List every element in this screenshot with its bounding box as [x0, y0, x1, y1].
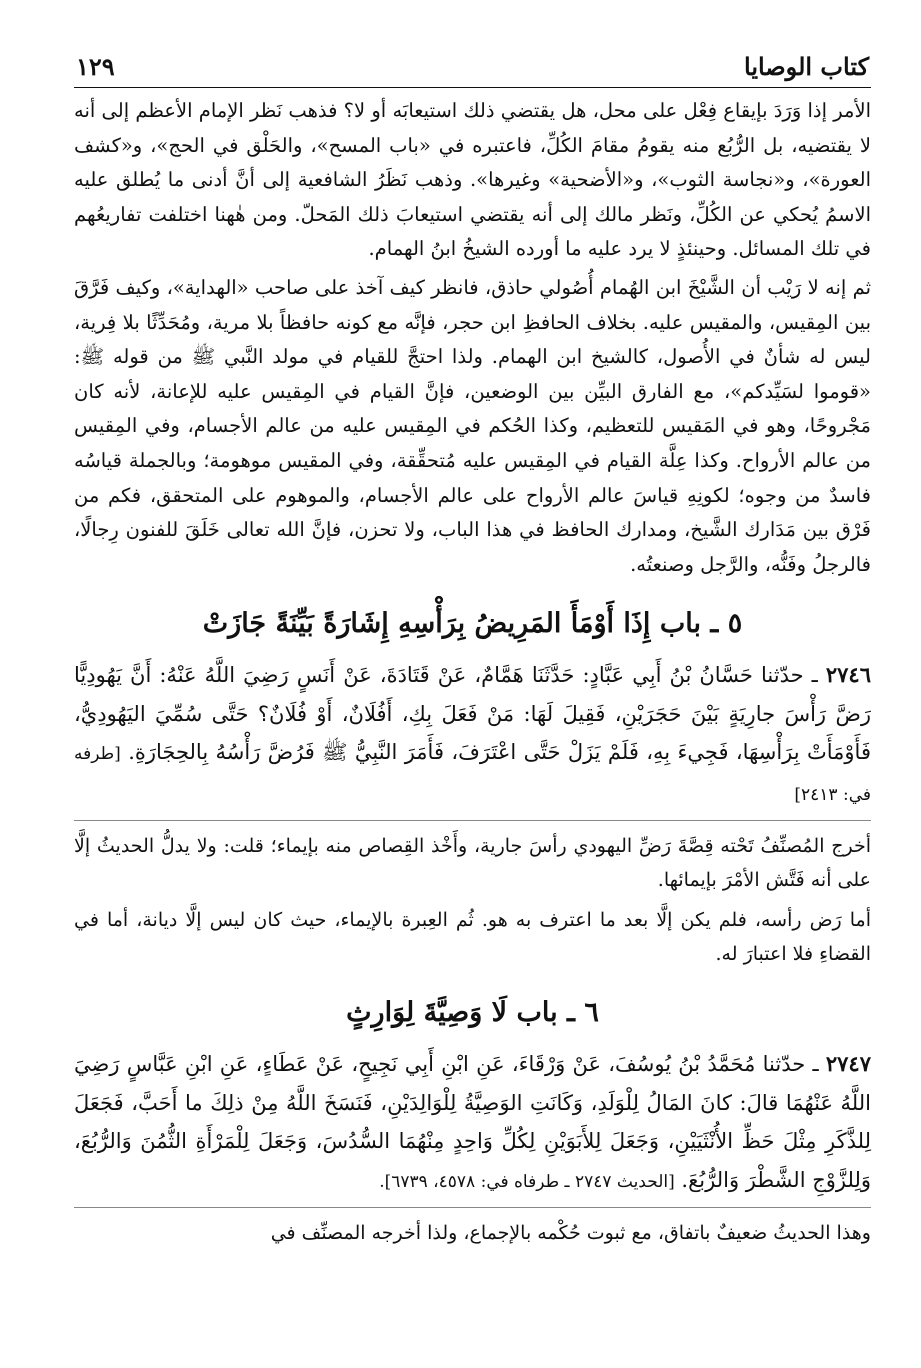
chapter-6-commentary [74, 1207, 871, 1250]
hadith-reference: [طرفه في: ٢٤١٣] [74, 744, 871, 805]
chapter-6-heading: ٦ ـ باب لَا وَصِيَّةَ لِوَارِثٍ [346, 997, 599, 1029]
hadith-2747 [74, 1045, 871, 1201]
running-title: كتاب الوصايا [744, 52, 869, 81]
hadith-number: ٢٧٤٦ [825, 662, 871, 688]
page-header [74, 52, 871, 88]
hadith-text: ـ حدّثنا مُحَمَّدُ بْنُ يُوسُفَ، عَنْ وَرْقَاءَ، عَنِ ابْنِ أَبِي نَجِيحٍ، عَنْ عَطَاءٍ، عَنِ ابْنِ عَبَّاسٍ رَضِيَ اللَّهُ عَنْهُمَا قالَ: كانَ المَالُ لِلْوَلَدِ، وَكَانَتِ الوَصِيَّةُ لِلْوَالِدَيْنِ، فَنَسَخَ اللَّهُ مِنْ ذلِكَ ما أَحَبَّ، فَجَعَلَ لِلذَّكَرِ مِثْلَ حَظِّ الأُنْثَيَيْنِ، وَجَعَلَ لِلأَبَوَيْنِ لِكُلِّ وَاحِدٍ مِنْهُمَا السُّدُسَ، وَجَعَلَ لِلْمَرْأَةِ الثُّمُنَ وَالرُّبُعَ، وَلِلزَّوْجِ الشَّطْرَ وَالرُّبُعَ. [74, 1052, 871, 1192]
intro-paragraph-2: ثم إنه لا رَيْب أن الشَّيْخَ ابن الهُمام أُصُولي حاذق، فانظر كيف آخذ على صاحب «الهداية»، وكيف فَرَّقَ بين المِقيس، والمقيس عليه. بخلاف الحافظِ ابن حجر، فإنَّه مع كونه حافظاً بلا مرية، ومُحَدِّثًا بلا فِرية، ليس له شأنٌ في الأُصول، كالشيخ ابن الهمام. ولذا احتجَّ للقيام في مولد النَّبي ﷺ من قوله ﷺ: «قوموا لسَيِّدكم»، مع الفارق البيِّن بين الوضعين، فإنَّ القيام في المِقيس عليه للإعانة، لأنه كان مَجْروحًا، وهو في المَقيس للتعظيم، وكذا الحُكم في المِقيس عليه من عالم الأجسام، وفي المِقيس من عالم الأرواح. وكذا عِلَّة القيام في المِقيس عليه مُتحقِّقة، وفي المقيس موهومة؛ وبالجملة قياسُه فاسدٌ من وجوه؛ لكونِهِ قياسَ عالم الأرواح على عالم الأجسام، والموهوم على المتحقق، فكم من فَرْق بين مَدَارك الشَّيخ، ومدارك الحافظ في هذا الباب، ولا تحزن، فإنَّ الله تعالى خَلَقَ للفنون رِجالًا، فالرجلُ وفَنُّه، والرَّجل وصنعتُه. [74, 275, 871, 576]
hadith-2746 [74, 656, 871, 814]
book-page [74, 52, 871, 1250]
intro-section [74, 94, 871, 582]
commentary-paragraph-1: وهذا الحديثُ ضعيفٌ باتفاق، مع ثبوت حُكْمه بالإجماع، ولذا أخرجه المصنِّف في [270, 1222, 871, 1245]
hadith-text: ـ حدّثنا حَسَّانُ بْنُ أَبِي عَبَّادٍ: حَدَّثَنَا هَمَّامٌ، عَنْ قَتَادَةَ، عَنْ أَنَسٍ رَضِيَ اللَّهُ عَنْهُ: أَنَّ يَهُودِيًّا رَضَّ رَأْسَ جارِيَةٍ بَيْنَ حَجَرَيْنِ، فَقِيلَ لَهَا: مَنْ فَعَلَ بِكِ، أَفُلَانٌ، أَوْ فُلَانٌ؟ حَتَّى سُمِّيَ اليَهُودِيُّ، فَأَوْمَأَتْ بِرَأْسِهَا، فَجِيءَ بِهِ، فَلَمْ يَزَلْ حَتَّى اعْتَرَفَ، فَأَمَرَ النَّبِيُّ ﷺ فَرُضَّ رَأْسُهُ بِالحِجَارَةِ. [74, 663, 871, 765]
hadith-number: ٢٧٤٧ [825, 1051, 871, 1077]
chapter-5-heading: ٥ ـ باب إِذَا أَوْمَأَ المَرِيضُ بِرَأْسِهِ إِشَارَةً بَيِّنَةً جَازَتْ [202, 608, 743, 640]
page-number: ١٢٩ [76, 52, 115, 81]
intro-paragraph-1: الأمر إذا وَرَدَ بإيقاع فِعْل على محل، هل يقتضي ذلك استيعابَه أو لا؟ فذهب نَظر الإمام الأعظم إلى أنه لا يقتضيه، بل الرُّبُع منه يقومُ مقامَ الكُلِّ، فاعتبره في «باب المسح»، والحَلْق في الحج»، و«كشف العورة»، و«نجاسة الثوب»، و«الأضحية» وغيرها». وذهب نَظَرُ الشافعية إلى أنَّ أدنى ما يُطلق عليه الاسمُ يُحكي عن الكُلِّ، ونَظر مالك إلى أنه يقتضي استيعابَ ذلك المَحلّ. ومن هٰهنا اختلفت تفاريعُهم في تلك المسائل. وحينئذٍ لا يرد عليه ما أورده الشيخُ ابنُ الهمام. [74, 99, 871, 261]
commentary-paragraph-1: أخرج المُصنِّفُ تَحْته قِصَّةَ رَضِّ اليهودي رأسَ جارية، وأَخْذ القِصاص منه بإيماء؛ قلت: ولا يدلُّ الحديثُ إلَّا على أنه فَتَّش الأمْرَ بإيمائها. [74, 835, 871, 892]
commentary-paragraph-2: أما رَض رأسه، فلم يكن إلَّا بعد ما اعترف به هو. ثُم العِبرة بالإيماء، حيث كان ليس إلَّا ديانة، أما في القضاءِ فلا اعتبارَ له. [74, 909, 871, 966]
chapter-5-commentary [74, 820, 871, 971]
hadith-reference: [الحديث ٢٧٤٧ ـ طرفاه في: ٤٥٧٨، ٦٧٣٩]. [379, 1171, 675, 1192]
